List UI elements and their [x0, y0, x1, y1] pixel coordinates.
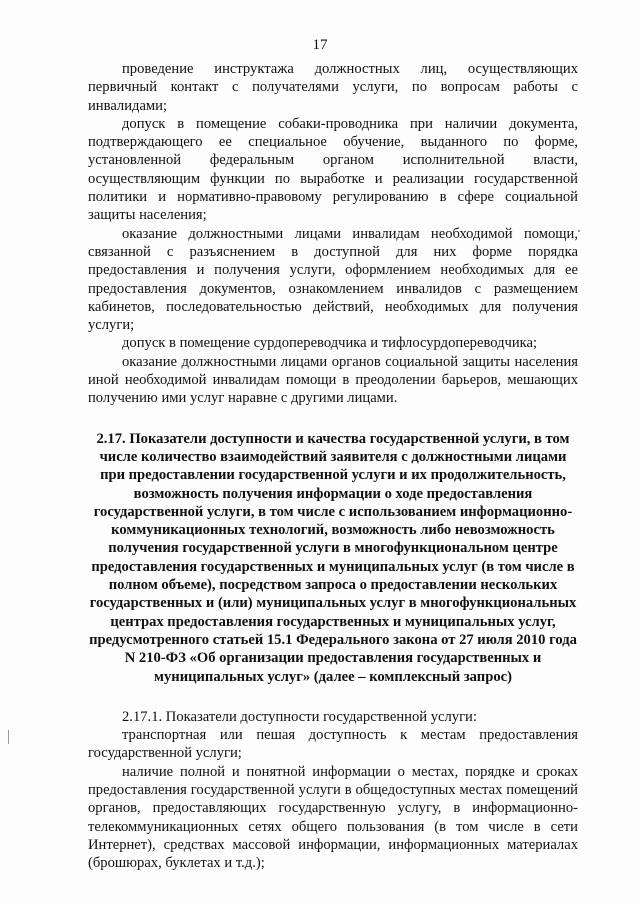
paragraph: допуск в помещение собаки-проводника при наличии документа, подтверждающего ее специальное обучение, выданного по форме, установленной федеральным органом исполнительной власти, осуществляющим функции по выработке и реализации государственной политики и нормативно-правовому регулированию в сфере социальной защиты населения;	[88, 115, 578, 224]
paragraph: оказание должностными лицами инвалидам необходимой помощи, связанной с разъяснением в доступной для них форме порядка предоставления и получения услуги, оформлением необходимых для ее предоставления документов, ознакомлением инвалидов с размещением кабинетов, последовательностью действий, необходимых для получения услуги;	[88, 225, 578, 334]
scan-margin-mark	[8, 730, 9, 744]
section-heading: 2.17. Показатели доступности и качества государственной услуги, в том числе количество взаимодействий заявителя с должностными лицами при предоставлении государственной услуги и их продолжительность, возможность получения информации о ходе предоставления государственной услуги, в том числе с использованием информационно-коммуникационных технологий, возможность либо невозможность получения государственной услуги в многофункциональном центре предоставления государственных и муниципальных услуг (в том числе в полном объеме), посредством запроса о предоставлении нескольких государственных и (или) муниципальных услуг в многофункциональных центрах предоставления государственных и муниципальных услуг, предусмотренного статьей 15.1 Федерального закона от 27 июля 2010 года N 210-ФЗ «Об организации предоставления государственных и муниципальных услуг» (далее – комплексный запрос)	[89, 430, 577, 685]
scan-speck	[578, 230, 580, 232]
paragraph: допуск в помещение сурдопереводчика и тифлосурдопереводчика;	[122, 335, 538, 352]
page-number: 17	[312, 37, 328, 53]
paragraph: проведение инструктажа должностных лиц, осуществляющих первичный контакт с получателями услуги, по вопросам работы с инвалидами;	[88, 61, 578, 114]
paragraph: 2.17.1. Показатели доступности государственной услуги:	[122, 708, 477, 725]
document-body	[88, 60, 578, 872]
paragraph: транспортная или пешая доступность к местам предоставления государственной услуги;	[88, 727, 578, 762]
spacer	[88, 686, 578, 708]
paragraph: оказание должностными лицами органов социальной защиты населения иной необходимой инвалидам помощи в преодолении барьеров, мешающих получению ими услуг наравне с другими лицами.	[88, 353, 578, 407]
paragraph: наличие полной и понятной информации о местах, порядке и сроках предоставления государственной услуги в общедоступных местах помещений органов, предоставляющих государственную услугу, в информационно-телекоммуникационных сетях общего пользования (в том числе в сети Интернет), средствах массовой информации, информационных материалах (брошюрах, буклетах и т.д.);	[88, 763, 578, 872]
spacer	[88, 408, 578, 430]
